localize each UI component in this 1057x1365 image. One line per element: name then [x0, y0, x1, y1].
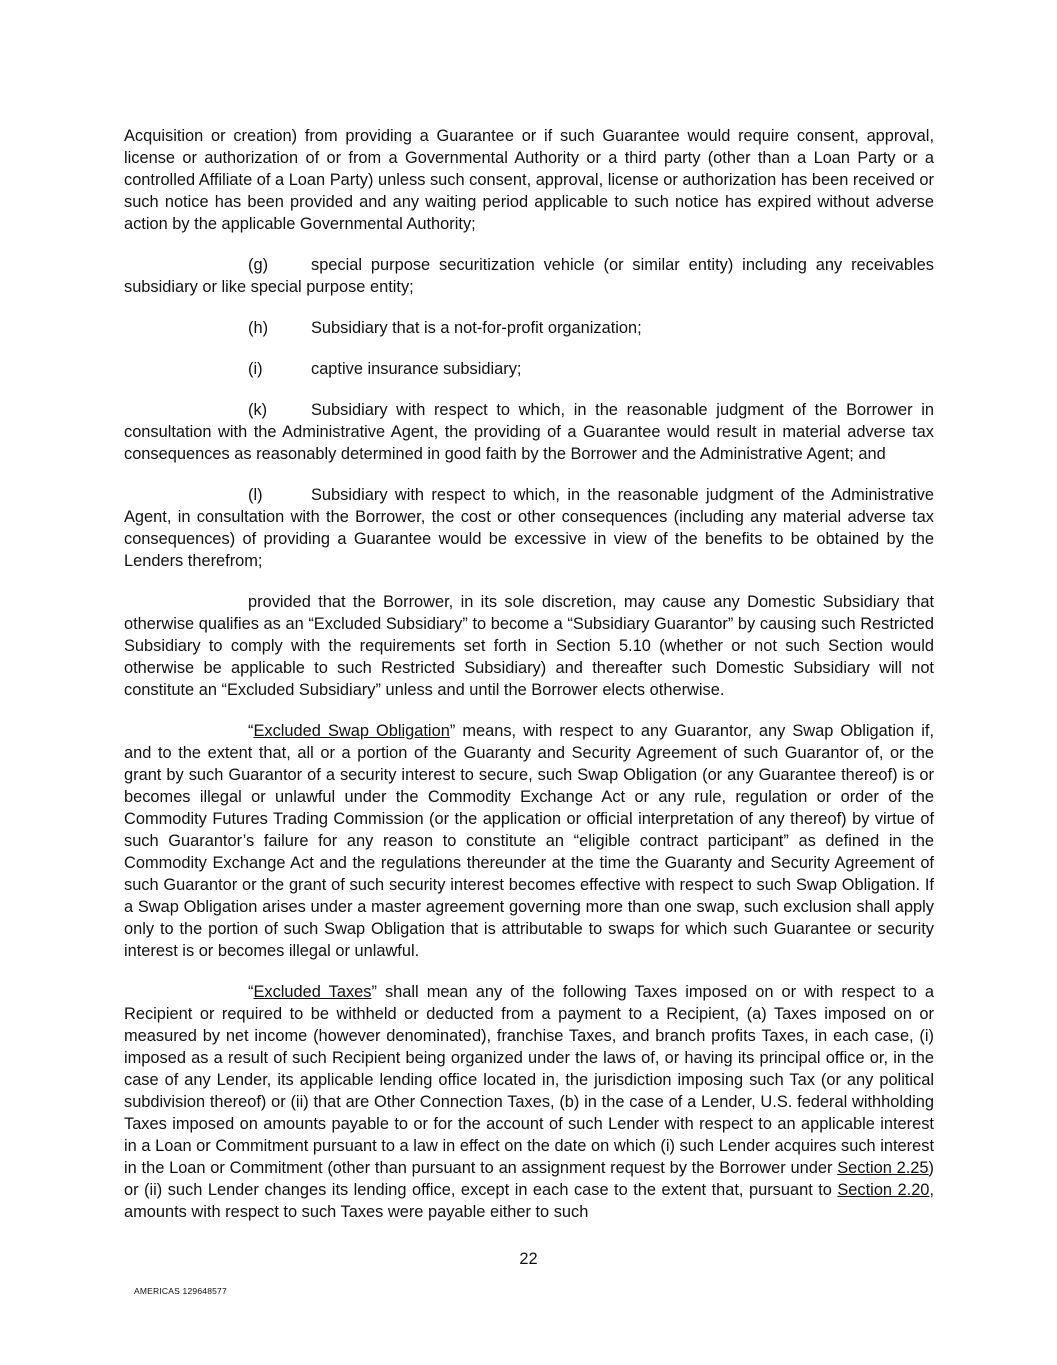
list-item-label: (g) [248, 256, 269, 274]
definition-excluded-taxes [124, 981, 934, 1223]
definition-text: ” shall mean any of the following Taxes imposed on or with respect to a Recipient or required to be withheld or deducted from a payment to a Recipient, (a) Taxes imposed on or measured by net income (however denominated), franchise Taxes, and branch profits Taxes, in each case, (i) imposed as a result of such Recipient being organized under the laws of, or having its principal office or, in the case of any Lender, its applicable lending office located in, the jurisdiction imposing such Tax (or any political subdivision thereof) or (ii) that are Other Connection Taxes, (b) in the case of a Lender, U.S. federal withholding Taxes imposed on amounts payable to or for the account of such Lender with respect to an applicable interest in a Loan or Commitment pursuant to a law in effect on the date on which (i) such Lender acquires such interest in the Loan or Commitment (other than pursuant to an assignment request by the Borrower under [124, 983, 934, 1177]
definition-text: ) or (ii) such Lender changes its lending office, except in each case to the extent that, pursuant to [124, 1159, 934, 1199]
document-footer-id: AMERICAS 129648577 [134, 1286, 227, 1296]
list-item-text: captive insurance subsidiary; [311, 360, 522, 378]
list-item-label: (k) [248, 401, 268, 419]
close-quote: ” [449, 722, 456, 740]
list-item-text: Subsidiary with respect to which, in the reasonable judgment of the Administrative Agent, in consultation with the Borrower, the cost or other consequences (including any material adverse tax consequences) of providing a Guarantee would be excessive in view of the benefits to be obtained by the Lenders therefrom; [124, 486, 934, 570]
defined-term: Excluded Taxes [253, 983, 372, 1001]
document-body [124, 125, 934, 1242]
definition-excluded-swap-obligation [124, 720, 934, 962]
page-number: 22 [519, 1250, 538, 1268]
list-item-l [124, 484, 934, 572]
definition-text: , amounts with respect to such Taxes were payable either to such [124, 1181, 934, 1221]
list-item-i [124, 358, 934, 380]
paragraph-continuation: Acquisition or creation) from providing a Guarantee or if such Guarantee would require consent, approval, license or authorization of or from a Governmental Authority or a third party (other than a Loan Party or a controlled Affiliate of a Loan Party) unless such consent, approval, license or authorization has been received or such notice has been provided and any waiting period applicable to such notice has expired without adverse action by the applicable Governmental Authority; [124, 127, 934, 233]
list-item-g [124, 254, 934, 298]
list-item-k [124, 399, 934, 465]
list-item-text: Subsidiary that is a not-for-profit organization; [311, 319, 642, 337]
list-item-h [124, 317, 934, 339]
list-item-label: (h) [248, 319, 269, 337]
list-item-text: Subsidiary with respect to which, in the reasonable judgment of the Borrower in consultation with the Administrative Agent, the providing of a Guarantee would result in material adverse tax consequences as reasonably determined in good faith by the Borrower and the Administrative Agent; and [124, 401, 934, 463]
defined-term: Excluded Swap Obligation [253, 722, 450, 740]
section-reference: Section 2.20 [837, 1181, 930, 1199]
list-item-label: (i) [248, 360, 263, 378]
section-reference: Section 2.25 [837, 1159, 929, 1177]
list-item-label: (l) [248, 486, 263, 504]
definition-text: means, with respect to any Guarantor, any Swap Obligation if, and to the extent that, all or a portion of the Guaranty and Security Agreement of such Guarantor of, or the grant by such Guarantor of a security interest to secure, such Swap Obligation (or any Guarantee thereof) is or becomes illegal or unlawful under the Commodity Exchange Act or any rule, regulation or order of the Commodity Futures Trading Commission (or the application or official interpretation of any thereof) by virtue of such Guarantor’s failure for any reason to constitute an “eligible contract participant” as defined in the Commodity Exchange Act and the regulations thereunder at the time the Guaranty and Security Agreement of such Guarantor or the grant of such security interest becomes effective with respect to such Swap Obligation. If a Swap Obligation arises under a master agreement governing more than one swap, such exclusion shall apply only to the portion of such Swap Obligation that is attributable to swaps for which such Guarantee or security interest is or becomes illegal or unlawful. [124, 722, 934, 960]
list-item-text: special purpose securitization vehicle (or similar entity) including any receivables subsidiary or like special purpose entity; [124, 256, 934, 296]
open-quote: “ [248, 983, 254, 1001]
proviso-paragraph: provided that the Borrower, in its sole discretion, may cause any Domestic Subsidiary that otherwise qualifies as an “Excluded Subsidiary” to become a “Subsidiary Guarantor” by causing such Restricted Subsidiary to comply with the requirements set forth in Section 5.10 (whether or not such Section would otherwise be applicable to such Restricted Subsidiary) and thereafter such Domestic Subsidiary will not constitute an “Excluded Subsidiary” unless and until the Borrower elects otherwise. [124, 593, 934, 699]
open-quote: “ [248, 722, 254, 740]
